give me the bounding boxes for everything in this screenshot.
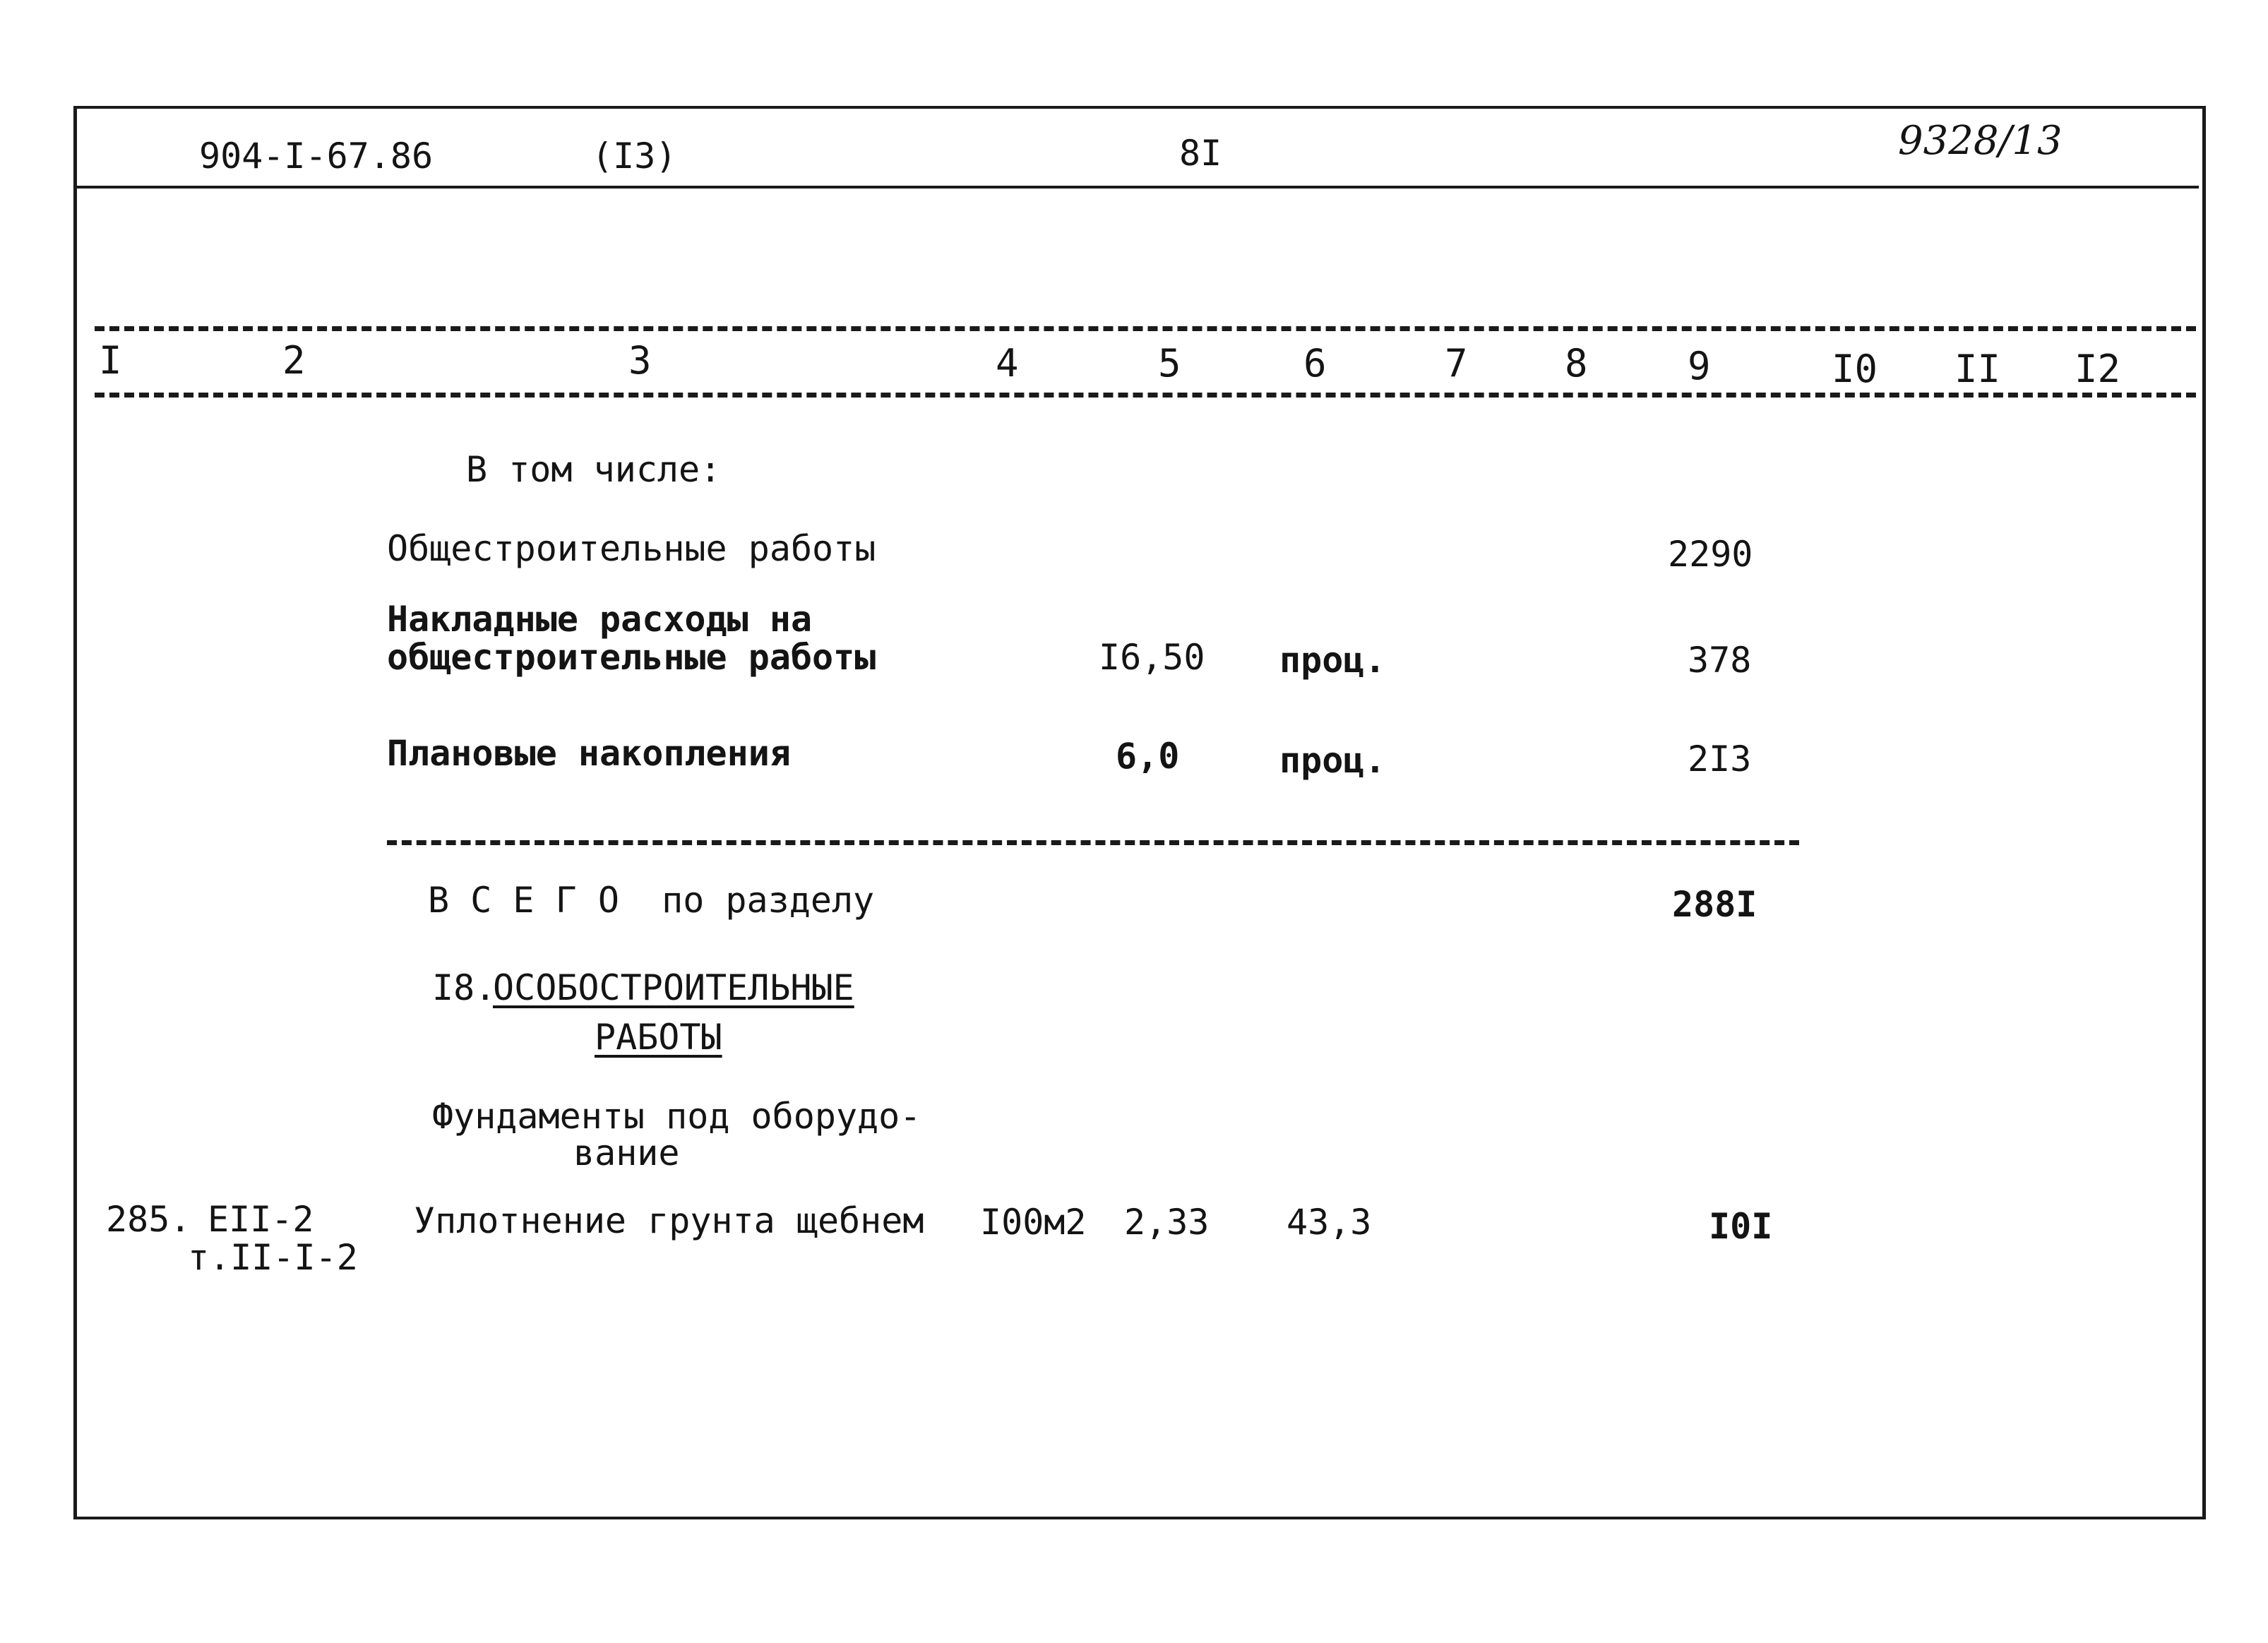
item-col9: I0I xyxy=(1709,1206,1773,1247)
total-col9: 288I xyxy=(1672,884,1757,925)
general-works-name: Общестроительные работы xyxy=(387,528,876,569)
item-col5: 2,33 xyxy=(1124,1202,1210,1243)
overhead-line1: Накладные расходы на xyxy=(387,599,813,640)
column-header-2: 2 xyxy=(282,338,306,383)
column-header-9: 9 xyxy=(1688,344,1711,388)
column-header-7: 7 xyxy=(1445,341,1468,386)
section-title-line1: ОСОБОСТРОИТЕЛЬНЫЕ xyxy=(493,967,854,1008)
column-header-1: I xyxy=(99,338,122,383)
overhead-line2: общестроительные работы xyxy=(387,637,876,678)
including-label: В том числе: xyxy=(466,449,722,490)
overhead-col6: проц. xyxy=(1279,640,1386,681)
subsection-line2: вание xyxy=(573,1133,680,1173)
column-header-4: 4 xyxy=(996,341,1019,386)
column-header-6: 6 xyxy=(1303,341,1327,386)
doc-code: 904-I-67.86 xyxy=(199,136,434,177)
planned-col6: проц. xyxy=(1279,740,1386,781)
item-code-line2: т.II-I-2 xyxy=(188,1237,358,1278)
column-header-top-rule xyxy=(95,326,2196,331)
column-header-bottom-rule xyxy=(95,393,2196,398)
column-header-11: II xyxy=(1954,347,2001,391)
page-number: 8I xyxy=(1179,133,1222,174)
total-name: В С Е Г О по разделу xyxy=(428,880,875,921)
item-number: 285. xyxy=(106,1199,191,1240)
item-name: Уплотнение грунта щебнем xyxy=(414,1200,924,1241)
planned-col9: 2I3 xyxy=(1688,739,1752,779)
subsection-line1: Фундаменты под оборудо- xyxy=(432,1096,921,1137)
subtotal-rule xyxy=(387,840,1799,845)
page-frame xyxy=(73,106,2206,1519)
overhead-col5: I6,50 xyxy=(1099,637,1205,678)
sheet-number: (I3) xyxy=(592,136,677,177)
item-col4: I00м2 xyxy=(980,1202,1087,1243)
column-header-5: 5 xyxy=(1158,341,1181,386)
planned-col5: 6,0 xyxy=(1116,736,1180,777)
column-header-8: 8 xyxy=(1565,341,1588,386)
header-rule xyxy=(76,186,2199,189)
planned-name: Плановые накопления xyxy=(387,733,791,774)
item-col6: 43,3 xyxy=(1287,1202,1372,1243)
inventory-number: 9328/13 xyxy=(1898,118,2063,164)
column-header-10: I0 xyxy=(1832,347,1878,391)
column-header-12: I2 xyxy=(2075,347,2121,391)
column-header-3: 3 xyxy=(628,338,652,383)
item-code-line1: ЕII-2 xyxy=(208,1199,314,1240)
section-number: I8. xyxy=(432,967,496,1008)
overhead-col9: 378 xyxy=(1688,640,1752,681)
general-works-col9: 2290 xyxy=(1668,534,1753,575)
section-title-line2: РАБОТЫ xyxy=(595,1017,722,1058)
